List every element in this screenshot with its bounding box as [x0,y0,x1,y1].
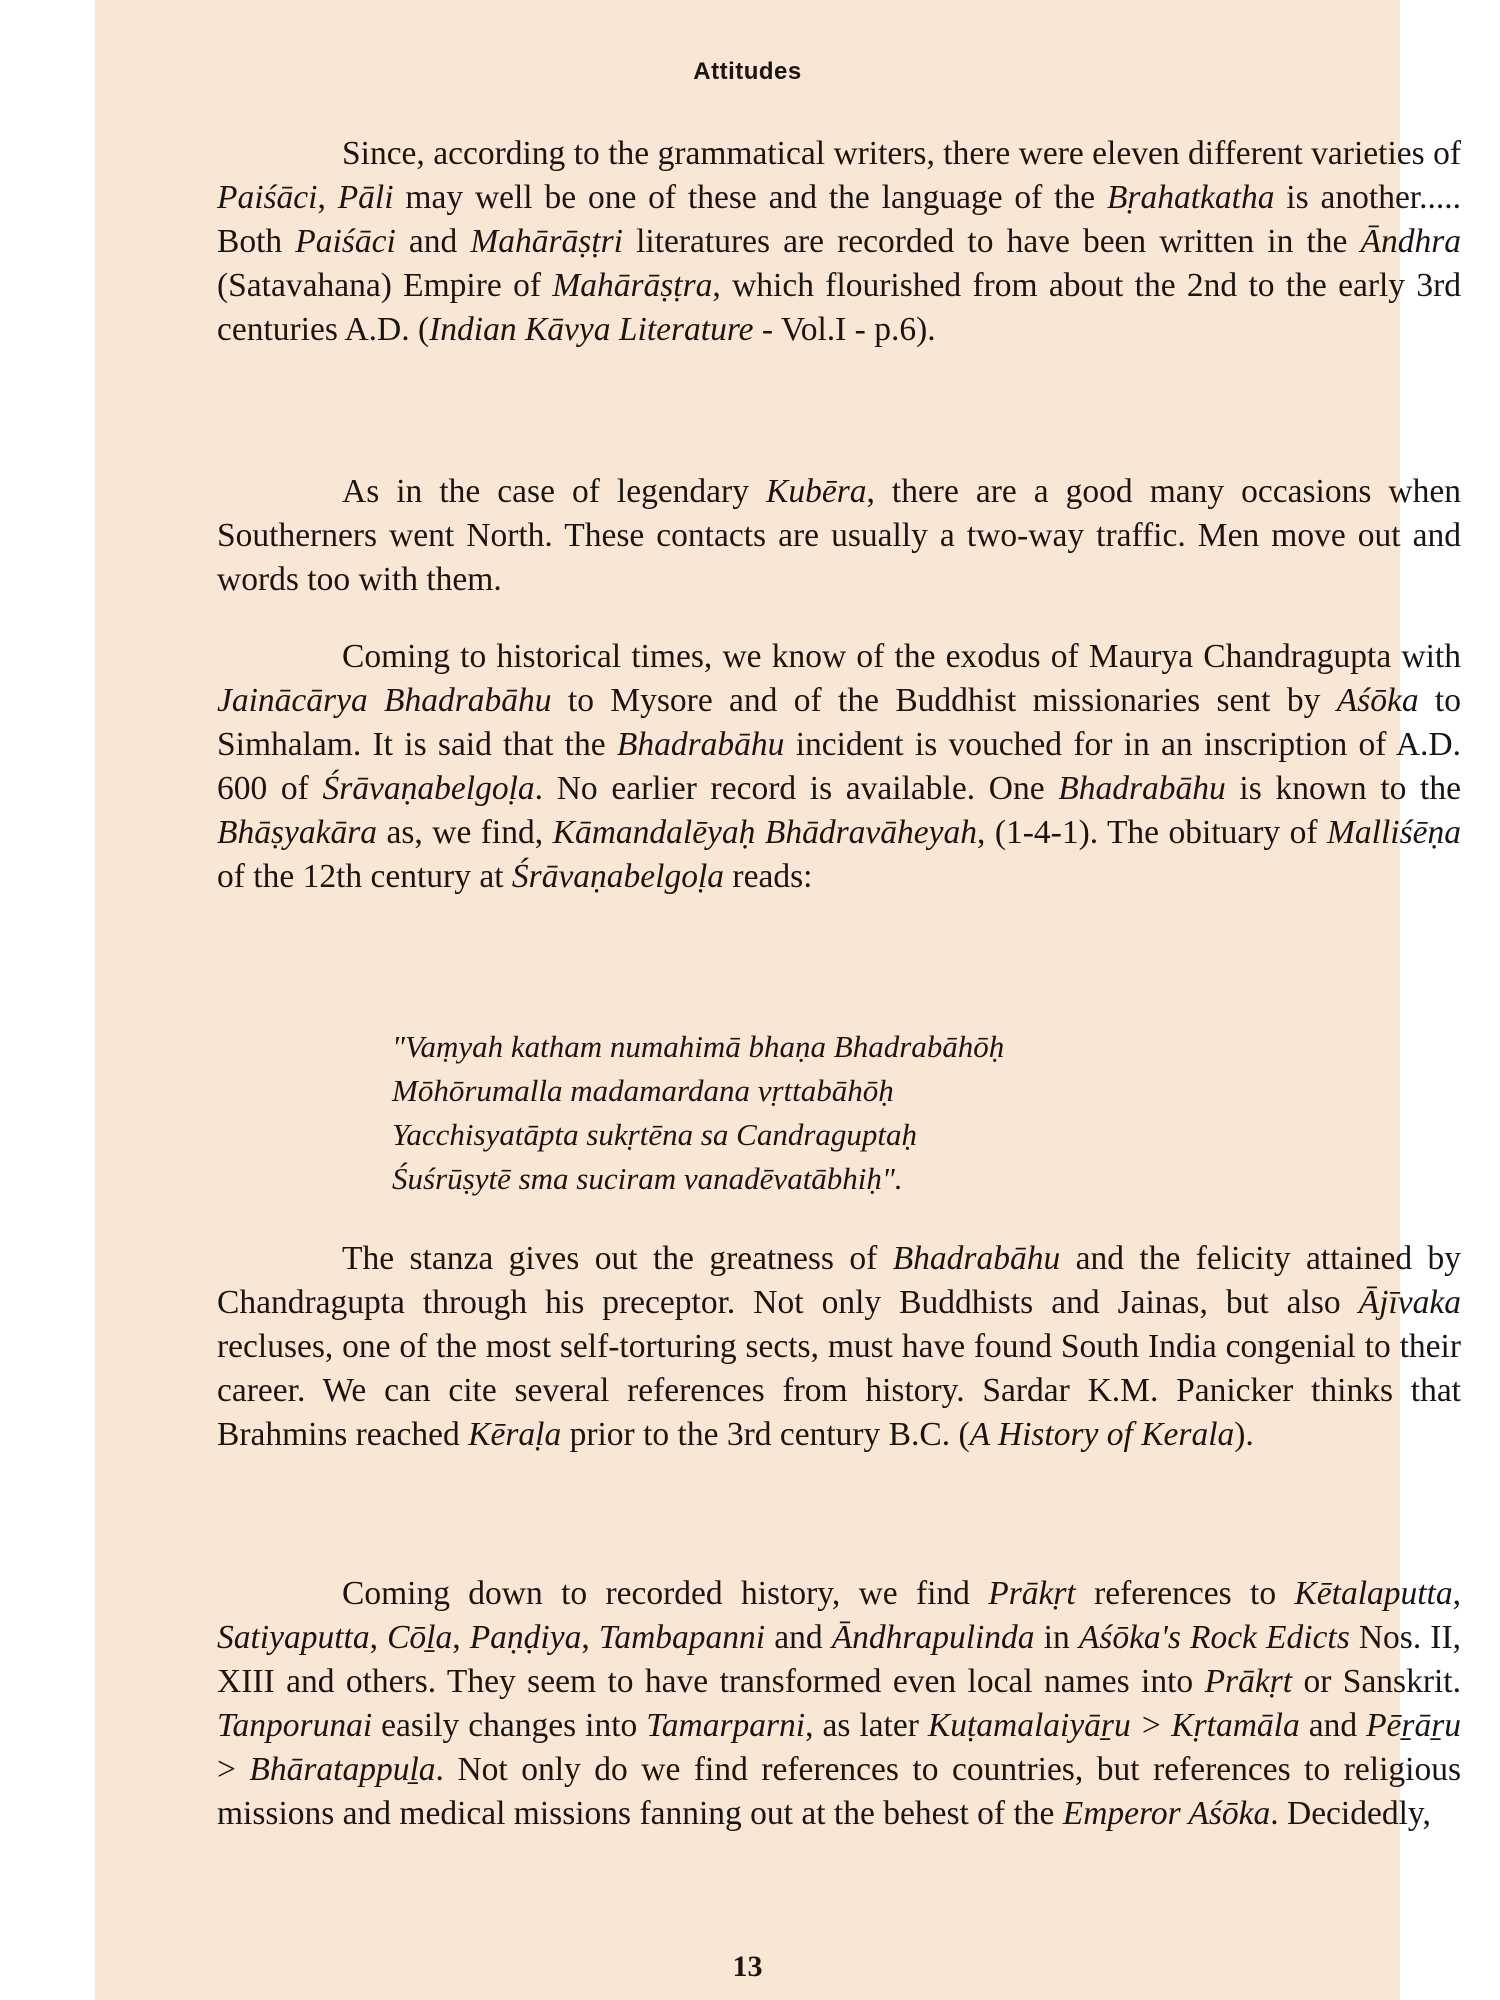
italic-term: Bhāṣyakāra [217,814,378,851]
text-run: > [217,1751,250,1788]
text-run: in [1034,1619,1079,1656]
italic-term: Aśōka's Rock Edicts [1078,1619,1350,1656]
text-run: easily changes into [372,1707,647,1744]
text-run: . Not only do we find references to countries, but references to religious missions and medical missions fanning out at the behest of the [217,1751,1461,1832]
text-run: is another..... Both [217,179,1461,260]
italic-term: Aśōka [1336,682,1419,719]
italic-term: Śrāvaṇabelgoḷa [322,770,535,807]
stanza-line: Yacchisyatāpta sukṛtēna sa Candraguptaḥ [392,1117,918,1152]
text-run: and [765,1619,832,1656]
italic-term: Kuṭamalaiyāṟu [927,1707,1131,1744]
text-run: and [1299,1707,1367,1744]
text-run: , [452,1619,470,1656]
text-run: As in the case of legendary [342,473,766,510]
text-run [1131,1707,1140,1744]
text-run: recluses, one of the most self-torturing sects, must have found South India congenial to their career. We can cite several references from history. Sardar K.M. Panicker thinks that Brahmins reached [217,1328,1461,1453]
italic-term: Bhāratappuḻa [249,1751,436,1788]
text-run: , [369,1619,388,1656]
italic-term: Kāmandalēyaḥ Bhādravāheyah [552,814,978,851]
running-header: Attitudes [693,58,802,85]
text-run: The stanza gives out the greatness of [342,1240,893,1277]
text-run: , (1-4-1). The obituary of [977,814,1328,851]
text-run: and the felicity attained by Chandragupta through his preceptor. Not only Buddhists and Jainas, but also [217,1240,1462,1321]
italic-term: Indian Kāvya Literature [429,311,754,348]
italic-term: A History of Kerala [969,1416,1235,1453]
text-run: literatures are recorded to have been written in the [622,223,1361,260]
italic-term: Tanporunai [217,1707,373,1744]
text-run: . No earlier record is available. One [534,770,1059,807]
page-number: 13 [732,1950,763,1983]
italic-term: Bhadrabāhu [892,1240,1061,1277]
paragraph-4 [217,1237,1461,1457]
italic-term: Paiśāci [295,223,396,260]
italic-term: Āndhra [1360,223,1461,260]
italic-term: Paiśāci [217,179,318,216]
text-run: references to [1075,1575,1295,1612]
italic-term: Mahārāṣṭri [470,223,623,260]
text-run: , which flourished from about the 2nd to the early 3rd centuries A.D. ( [217,267,1462,348]
text-run: , [317,179,338,216]
italic-term: Kēraḷa [468,1416,562,1453]
stanza-line: Śuśrūṣytē sma suciram vanadēvatābhiḥ". [392,1161,903,1196]
paragraph-1 [217,132,1461,352]
italic-term: Tambapanni [598,1619,766,1656]
italic-term: Pāli [337,179,394,216]
stanza-line: "Vaṃyah katham numahimā bhaṇa Bhadrabāhōḥ [392,1029,1005,1064]
text-run: to Mysore and of the Buddhist missionaries sent by [551,682,1337,719]
text-run: ). [1234,1416,1254,1453]
text-run: prior to the 3rd century B.C. ( [561,1416,970,1453]
italic-term: Bṛahatkatha [1106,179,1275,216]
text-run: , [581,1619,599,1656]
text-run: incident is vouched for in an inscription of A.D. 600 of [217,726,1461,807]
italic-term: Malliśēṇa [1327,814,1461,851]
text-run: Since, according to the grammatical writers, there were eleven different varieties of [342,135,1461,172]
italic-term: Āndhrapulinda [831,1619,1035,1656]
text-run: to Simhalam. It is said that the [217,682,1461,763]
text-run: , [1452,1575,1461,1612]
stanza-line: Mōhōrumalla madamardana vṛttabāhōḥ [392,1073,894,1108]
text-run: , there are a good many occasions when Southerners went North. These contacts are usually a two-way traffic. Men move out and words too with them. [217,473,1461,598]
text-run: , as later [805,1707,928,1744]
italic-term: Cōḻa [387,1619,453,1656]
italic-term: Jainācārya Bhadrabāhu [217,682,552,719]
italic-term: Pēṟāṟu [1366,1707,1461,1744]
italic-term: Ājīvaka [1358,1284,1461,1321]
italic-term: Kētalaputta [1294,1575,1453,1612]
italic-term: Kubēra [765,473,867,510]
paragraph-3 [217,635,1461,899]
book-page [95,0,1462,2000]
italic-term: Bhadrabāhu [616,726,785,763]
italic-term: Bhadrabāhu [1058,770,1226,807]
text-run: and [395,223,471,260]
text-run: Coming to historical times, we know of the exodus of Maurya Chandragupta with [342,638,1461,675]
text-run: or Sanskrit. [1292,1663,1461,1700]
italic-term: Prākṛt [988,1575,1076,1612]
text-run: - Vol.I - p.6). [753,311,936,348]
text-run: . Decidedly, [1270,1795,1431,1832]
text-run: reads: [724,858,813,895]
italic-term: Śrāvaṇabelgoḷa [511,858,725,895]
text-run: is known to the [1225,770,1461,807]
italic-term: > Kṛtamāla [1139,1707,1300,1744]
italic-term: Paṇḍiya [469,1619,582,1656]
italic-term: Prākṛt [1204,1663,1293,1700]
text-run: (Satavahana) Empire of [217,267,553,304]
italic-term: Satiyaputta [217,1619,370,1656]
text-run: of the 12th century at [217,858,512,895]
italic-term: Mahārāṣṭra [552,267,713,304]
paragraph-5 [217,1572,1461,1836]
quoted-stanza [392,1025,1004,1201]
italic-term: Tamarparni [646,1707,806,1744]
italic-term: Emperor Aśōka [1062,1795,1271,1832]
text-run: Nos. II, XIII and others. They seem to have transformed even local names into [217,1619,1461,1700]
paragraph-2 [217,470,1461,602]
text-run: as, we find, [377,814,553,851]
text-run: Coming down to recorded history, we find [342,1575,989,1612]
text-run: may well be one of these and the language of the [393,179,1107,216]
